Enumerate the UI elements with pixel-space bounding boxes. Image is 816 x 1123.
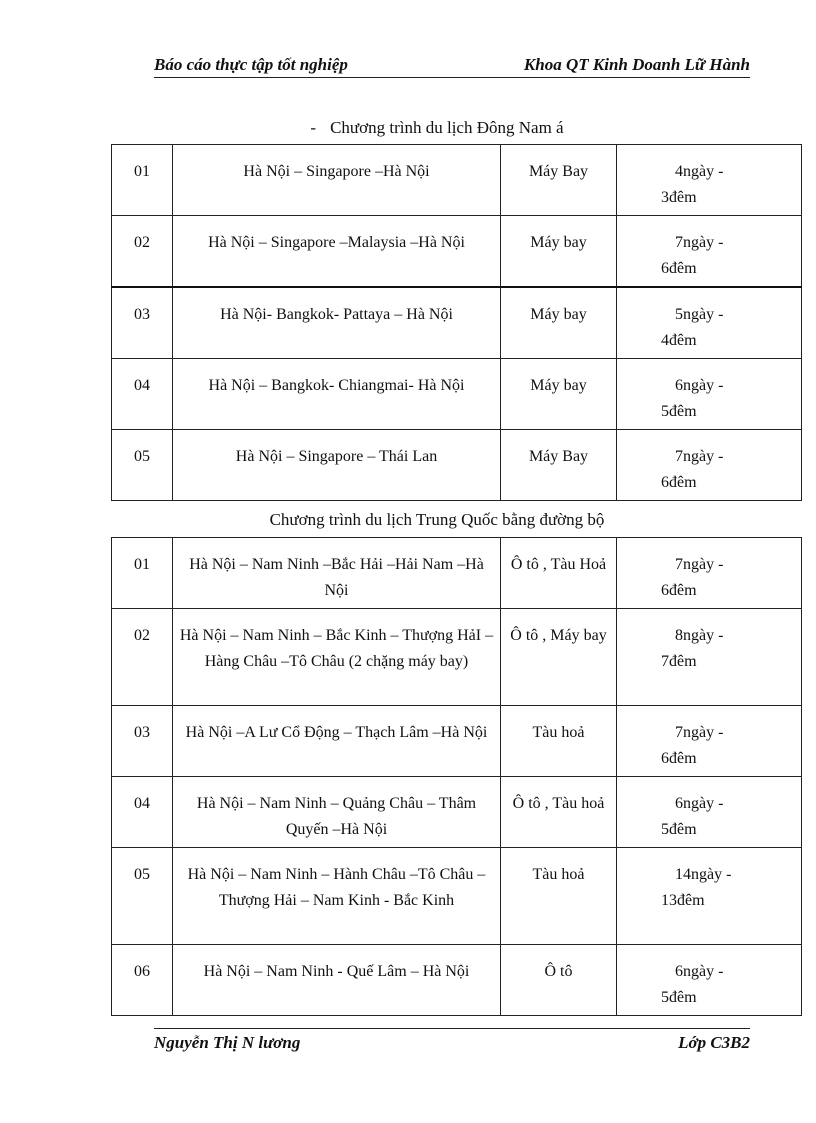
duration-nights: 6đêm	[661, 750, 697, 767]
duration-cell	[617, 848, 802, 945]
header-faculty: Khoa QT Kinh Doanh Lữ Hành	[523, 55, 750, 74]
duration-days: 7ngày -	[675, 556, 724, 573]
sea-tour-table	[111, 144, 802, 501]
duration-cell	[617, 216, 802, 288]
table-row	[112, 945, 802, 1016]
route-cell: Hà Nội – Nam Ninh - Quế Lâm – Hà Nội	[173, 945, 501, 1016]
duration-days: 6ngày -	[675, 795, 724, 812]
route-cell: Hà Nội – Singapore –Malaysia –Hà Nội	[173, 216, 501, 288]
sea-title-text: Chương trình du lịch Đông Nam á	[330, 118, 564, 137]
route-cell: Hà Nội – Bangkok- Chiangmai- Hà Nội	[173, 359, 501, 430]
footer-class: Lớp C3B2	[678, 1033, 750, 1052]
duration-cell	[617, 706, 802, 777]
duration-days: 7ngày -	[675, 724, 724, 741]
duration-nights: 13đêm	[661, 892, 705, 909]
table-row	[112, 706, 802, 777]
table-row	[112, 145, 802, 216]
table-row	[112, 359, 802, 430]
china-tour-table	[111, 537, 802, 1016]
route-cell: Hà Nội – Nam Ninh –Bắc Hải –Hải Nam –Hà Nội	[173, 538, 501, 609]
duration-days: 6ngày -	[675, 377, 724, 394]
table-row	[112, 287, 802, 359]
table-row	[112, 430, 802, 501]
table-row	[112, 848, 802, 945]
duration-nights: 5đêm	[661, 821, 697, 838]
row-number: 05	[112, 848, 173, 945]
duration-days: 7ngày -	[675, 234, 724, 251]
duration-cell	[617, 287, 802, 359]
vehicle-cell: Ô tô	[501, 945, 617, 1016]
row-number: 01	[112, 145, 173, 216]
duration-nights: 6đêm	[661, 582, 697, 599]
duration-cell	[617, 609, 802, 706]
route-cell: Hà Nội – Singapore – Thái Lan	[173, 430, 501, 501]
table-row	[112, 216, 802, 288]
duration-days: 7ngày -	[675, 448, 724, 465]
sea-section-title	[112, 118, 762, 138]
vehicle-cell: Tàu hoả	[501, 848, 617, 945]
duration-days: 14ngày -	[675, 866, 732, 883]
duration-nights: 6đêm	[661, 260, 697, 277]
row-number: 06	[112, 945, 173, 1016]
route-cell: Hà Nội- Bangkok- Pattaya – Hà Nội	[173, 287, 501, 359]
duration-nights: 5đêm	[661, 989, 697, 1006]
route-cell: Hà Nội – Nam Ninh – Quảng Châu – Thâm Quyến –Hà Nội	[173, 777, 501, 848]
route-cell: Hà Nội – Nam Ninh – Hành Châu –Tô Châu – Thượng Hải – Nam Kinh - Bắc Kinh	[173, 848, 501, 945]
table-row	[112, 538, 802, 609]
row-number: 04	[112, 777, 173, 848]
vehicle-cell: Ô tô , Máy bay	[501, 609, 617, 706]
vehicle-cell: Máy Bay	[501, 430, 617, 501]
route-cell: Hà Nội – Nam Ninh – Bắc Kinh – Thượng HảI –Hàng Châu –Tô Châu (2 chặng máy bay)	[173, 609, 501, 706]
route-cell: Hà Nội –A Lư Cổ Động – Thạch Lâm –Hà Nội	[173, 706, 501, 777]
row-number: 02	[112, 216, 173, 288]
duration-days: 4ngày -	[675, 163, 724, 180]
sea-title-dash: -	[310, 118, 317, 137]
row-number: 03	[112, 287, 173, 359]
vehicle-cell: Máy bay	[501, 359, 617, 430]
route-cell: Hà Nội – Singapore –Hà Nội	[173, 145, 501, 216]
vehicle-cell: Ô tô , Tàu hoả	[501, 777, 617, 848]
row-number: 01	[112, 538, 173, 609]
row-number: 02	[112, 609, 173, 706]
vehicle-cell: Máy bay	[501, 216, 617, 288]
row-number: 05	[112, 430, 173, 501]
header-report-title: Báo cáo thực tập tốt nghiệp	[154, 55, 348, 74]
china-section-title: Chương trình du lịch Trung Quốc bằng đường bộ	[269, 510, 605, 529]
vehicle-cell: Tàu hoả	[501, 706, 617, 777]
duration-days: 8ngày -	[675, 627, 724, 644]
duration-cell	[617, 145, 802, 216]
page-header	[154, 55, 750, 78]
duration-nights: 3đêm	[661, 189, 697, 206]
duration-days: 6ngày -	[675, 963, 724, 980]
footer-author: Nguyễn Thị N lương	[154, 1033, 301, 1052]
duration-nights: 6đêm	[661, 474, 697, 491]
table-row	[112, 609, 802, 706]
duration-cell	[617, 359, 802, 430]
duration-nights: 4đêm	[661, 332, 697, 349]
row-number: 04	[112, 359, 173, 430]
duration-cell	[617, 430, 802, 501]
table-row	[112, 777, 802, 848]
vehicle-cell: Ô tô , Tàu Hoả	[501, 538, 617, 609]
duration-nights: 5đêm	[661, 403, 697, 420]
vehicle-cell: Máy Bay	[501, 145, 617, 216]
duration-cell	[617, 538, 802, 609]
duration-cell	[617, 777, 802, 848]
vehicle-cell: Máy bay	[501, 287, 617, 359]
duration-days: 5ngày -	[675, 306, 724, 323]
duration-cell	[617, 945, 802, 1016]
row-number: 03	[112, 706, 173, 777]
duration-nights: 7đêm	[661, 653, 697, 670]
page-footer	[154, 1028, 750, 1057]
